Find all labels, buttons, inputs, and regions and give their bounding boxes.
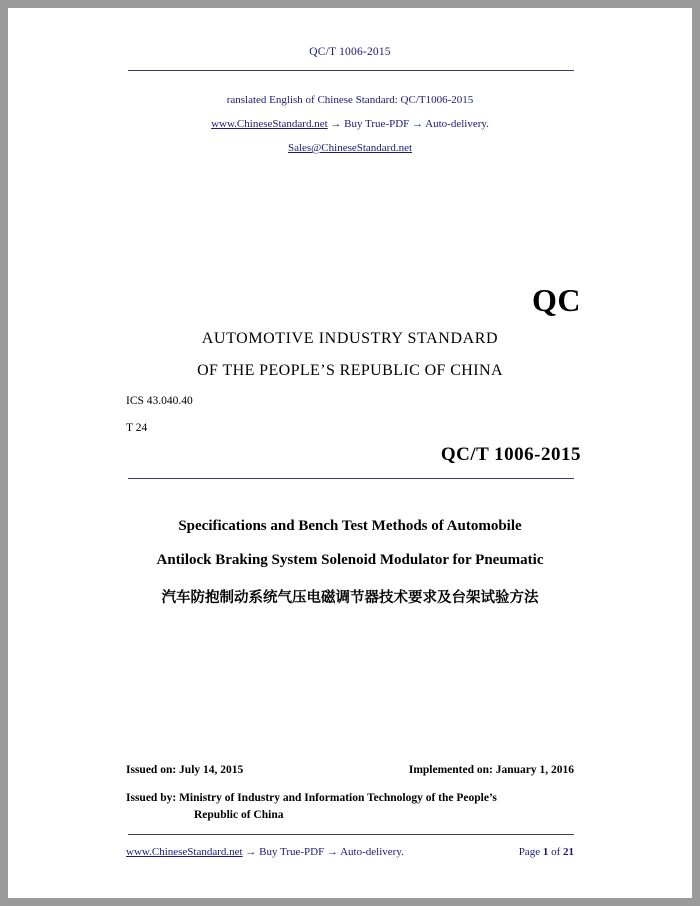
- standard-authority-line-2: OF THE PEOPLE’S REPUBLIC OF CHINA: [197, 362, 503, 379]
- title-divider: [128, 478, 574, 479]
- promo-line-2-rest: → Buy True-PDF → Auto-delivery.: [330, 118, 489, 130]
- sales-email-link[interactable]: Sales@ChineseStandard.net: [287, 142, 413, 154]
- implemented-on-date: Implemented on: January 1, 2016: [408, 764, 574, 776]
- page-header-code: QC/T 1006-2015: [309, 46, 391, 58]
- classification-code: T 24: [126, 422, 148, 434]
- header-divider: [128, 70, 574, 71]
- promo-line-3: [8, 142, 692, 154]
- page-footer: [126, 846, 574, 858]
- document-title-en-line-2: Antilock Braking System Solenoid Modulator for Pneumatic: [156, 552, 544, 568]
- footer-promo-text: → Buy True-PDF → Auto-delivery.: [245, 846, 404, 858]
- of-label: of: [551, 846, 561, 858]
- page-total: 21: [563, 846, 574, 858]
- issued-by-label: Issued by:: [126, 792, 177, 804]
- document-title-zh: 汽车防抱制动系统气压电磁调节器技术要求及台架试验方法: [161, 590, 539, 606]
- qc-logo-mark: QC: [532, 282, 581, 318]
- promo-line-2: [8, 118, 692, 130]
- issue-dates-row: [126, 764, 574, 776]
- chinesestandard-link[interactable]: www.ChineseStandard.net: [211, 118, 328, 130]
- document-page: [8, 8, 692, 898]
- page-content: [8, 8, 692, 898]
- page-label: Page: [518, 846, 541, 858]
- issued-by-organization-line-2: Republic of China: [194, 809, 284, 821]
- issued-by-organization-line-1: Ministry of Industry and Information Technology of the People’s: [179, 792, 497, 804]
- footer-left: [126, 846, 404, 858]
- issued-by-block: [126, 790, 576, 824]
- standard-authority-line-1: AUTOMOTIVE INDUSTRY STANDARD: [201, 330, 499, 347]
- promo-line-1: ranslated English of Chinese Standard: QC/T1006-2015: [226, 94, 474, 106]
- page-number: 1: [542, 846, 549, 858]
- footer-divider: [128, 834, 574, 835]
- issued-on-date: Issued on: July 14, 2015: [126, 764, 244, 776]
- ics-code: ICS 43.040.40: [126, 395, 193, 407]
- footer-chinesestandard-link[interactable]: www.ChineseStandard.net: [126, 846, 243, 858]
- document-title-en-line-1: Specifications and Bench Test Methods of Automobile: [178, 518, 522, 534]
- standard-number: QC/T 1006-2015: [440, 444, 581, 465]
- page-number-block: [519, 846, 574, 858]
